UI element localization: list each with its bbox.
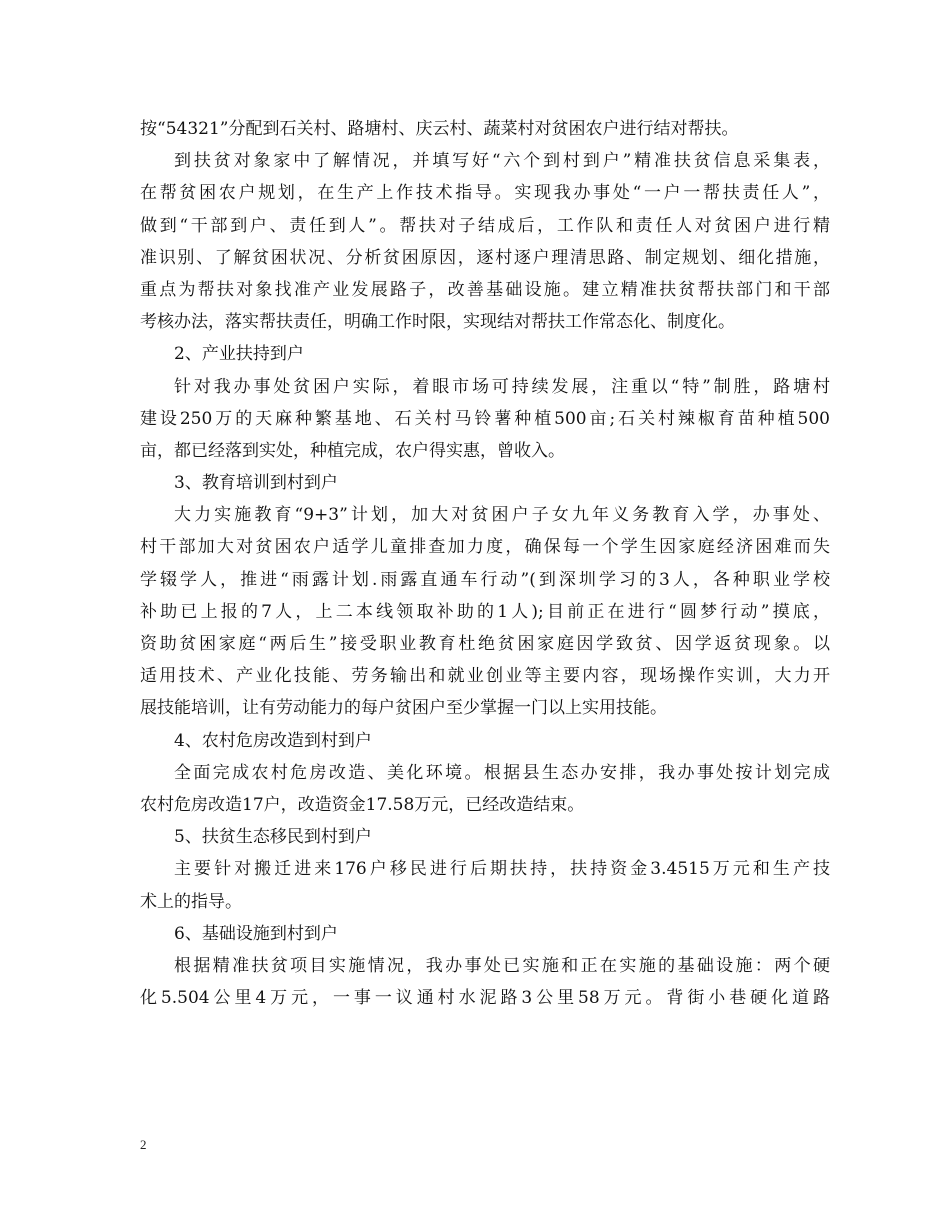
section-heading: 5、扶贫生态移民到村到户 bbox=[174, 827, 372, 848]
section-heading: 2、产业扶持到户 bbox=[174, 344, 304, 365]
text-line: 主要针对搬迁进来176户移民进行后期扶持，扶持资金3.4515万元和生产技 bbox=[174, 859, 830, 880]
text-line: 到扶贫对象家中了解情况，并填写好“六个到村到户”精准扶贫信息采集表， bbox=[174, 151, 830, 172]
text-line: 针对我办事处贫困户实际，着眼市场可持续发展，注重以“特”制胜，路塘村 bbox=[174, 376, 830, 397]
text-line: 考核办法，落实帮扶责任，明确工作时限，实现结对帮扶工作常态化、制度化。 bbox=[140, 312, 735, 333]
text-line: 大力实施教育“9+3”计划，加大对贫困户子女九年义务教育入学，办事处、 bbox=[174, 505, 830, 526]
text-line: 展技能培训，让有劳动能力的每户贫困户至少掌握一门以上实用技能。 bbox=[140, 698, 667, 719]
text-line: 按“54321”分配到石关村、路塘村、庆云村、蔬菜村对贫困农户进行结对帮扶。 bbox=[140, 119, 739, 139]
page-number: 2 bbox=[140, 1137, 147, 1152]
text-line: 学辍学人，推进“雨露计划.雨露直通车行动”(到深圳学习的3人，各种职业学校 bbox=[140, 569, 830, 590]
document-body bbox=[140, 113, 830, 1014]
section-heading: 4、农村危房改造到村到户 bbox=[174, 730, 372, 751]
text-line: 在帮贫困农户规划，在生产上作技术指导。实现我办事处“一户一帮扶责任人”， bbox=[140, 183, 830, 204]
text-line: 资助贫困家庭“两后生”接受职业教育杜绝贫困家庭因学致贫、因学返贫现象。以 bbox=[140, 634, 830, 654]
section-heading: 3、教育培训到村到户 bbox=[174, 473, 338, 494]
text-line: 全面完成农村危房改造、美化环境。根据县生态办安排，我办事处按计划完成 bbox=[174, 762, 830, 783]
text-line: 根据精准扶贫项目实施情况，我办事处已实施和正在实施的基础设施：两个硬 bbox=[174, 955, 830, 976]
text-line: 术上的指导。 bbox=[140, 891, 242, 912]
text-line: 准识别、了解贫困状况、分析贫困原因，逐村逐户理清思路、制定规划、细化措施， bbox=[140, 247, 830, 268]
text-line: 亩，都已经落到实处，种植完成，农户得实惠，曾收入。 bbox=[140, 440, 565, 461]
text-line: 建设250万的天麻种繁基地、石关村马铃薯种植500亩;石关村辣椒育苗种植500 bbox=[140, 408, 830, 429]
text-line: 化5.504公里4万元，一事一议通村水泥路3公里58万元。背街小巷硬化道路 bbox=[140, 988, 830, 1009]
text-line: 农村危房改造17户，改造资金17.58万元，已经改造结束。 bbox=[140, 794, 585, 815]
text-line: 重点为帮扶对象找准产业发展路子，改善基础设施。建立精准扶贫帮扶部门和干部 bbox=[140, 279, 830, 300]
text-line: 村干部加大对贫困农户适学儿童排查加力度，确保每一个学生因家庭经济困难而失 bbox=[140, 537, 830, 558]
section-heading: 6、基础设施到村到户 bbox=[174, 923, 338, 944]
text-line: 补助已上报的7人，上二本线领取补助的1人);目前正在进行“圆梦行动”摸底， bbox=[140, 601, 830, 622]
text-line: 适用技术、产业化技能、劳务输出和就业创业等主要内容，现场操作实训，大力开 bbox=[140, 666, 830, 687]
text-line: 做到“干部到户、责任到人”。帮扶对子结成后，工作队和责任人对贫困户进行精 bbox=[140, 215, 830, 236]
